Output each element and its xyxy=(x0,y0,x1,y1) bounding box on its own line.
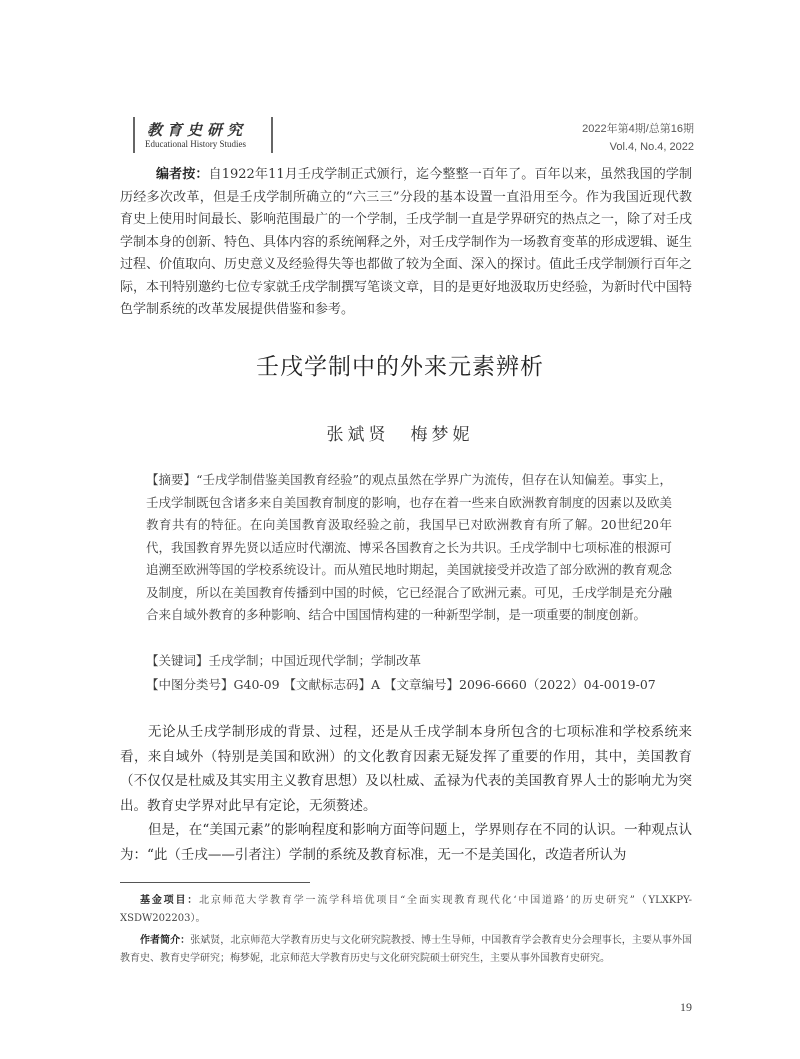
body-paragraph-2: 但是，在“美国元素”的影响程度和影响方面等问题上，学界则存在不同的认识。一种观点认为：“此（壬戌——引者注）学制的系统及教育标准，无一不是美国化，改造者所认为 xyxy=(120,822,692,863)
journal-name-en: Educational History Studies xyxy=(145,139,246,149)
footnote-rule xyxy=(120,882,310,883)
issue-line-en: Vol.4, No.4, 2022 xyxy=(609,141,694,153)
editor-note xyxy=(120,164,692,322)
footnotes xyxy=(120,892,692,972)
editor-note-label: 编者按： xyxy=(156,167,209,182)
classification-line: 【中图分类号】G40-09 【文献标志码】A 【文章编号】2096-6660（2022）04-0019-07 xyxy=(146,677,656,692)
article-authors: 张斌贤 梅梦妮 xyxy=(326,425,474,445)
logo-right-bar xyxy=(271,117,273,153)
footnote-authors xyxy=(120,932,692,967)
logo-left-bar xyxy=(133,117,135,153)
editor-note-text: 自1922年11月壬戌学制正式颁行，迄今整整一百年了。百年以来，虽然我国的学制历经多次改革，但是壬戌学制所确立的“六三三”分段的基本设置一直沿用至今。作为我国近现代教育史上使用时间最长、影响范围最广的一个学制，壬戌学制一直是学界研究的热点之一，除了对壬戌学制本身的创新、特色、具体内容的系统阐释之外，对壬戌学制作为一场教育变革的形成逻辑、诞生过程、价值取向、历史意义及经验得失等也都做了较为全面、深入的探讨。值此壬戌学制颁行百年之际，本刊特别邀约七位专家就壬戌学制撰写笔谈文章，目的是更好地汲取历史经验，为新时代中国特色学制系统的改革发展提供借鉴和参考。 xyxy=(120,167,693,317)
author-bio-label: 作者简介： xyxy=(140,935,191,946)
fund-label: 基金项目： xyxy=(140,895,200,906)
journal-logo xyxy=(133,117,263,153)
issue-info xyxy=(582,120,694,156)
keywords: 【关键词】壬戌学制；中国近现代学制；学制改革 xyxy=(146,653,422,668)
fund-text: 北京师范大学教育学一流学科培优项目“全面实现教育现代化‘中国道路’的历史研究”（YLXKPY-XSDW202203）。 xyxy=(120,895,692,924)
abstract: 【摘要】“壬戌学制借鉴美国教育经验”的观点虽然在学界广为流传，但存在认知偏差。事实上，壬戌学制既包含诸多来自美国教育制度的影响，也存在着一些来自欧洲教育制度的因素以及欧美教育共有的特征。在向美国教育汲取经验之前，我国早已对欧洲教育有所了解。20世纪20年代，我国教育界先贤以适应时代潮流、博采各国教育之长为共识。壬戌学制中七项标准的根源可追溯至欧洲等国的学校系统设计。而从殖民地时期起，美国就接受并改造了部分欧洲的教育观念及制度，所以在美国教育传播到中国的时候，它已经混合了欧洲元素。可见，壬戌学制是充分融合来自域外教育的多种影响、结合中国国情构建的一种新型学制，是一项重要的制度创新。 xyxy=(146,472,672,622)
page-number: 19 xyxy=(680,1000,692,1014)
author-bio-text: 张斌贤，北京师范大学教育历史与文化研究院教授、博士生导师，中国教育学会教育史分会理事长，主要从事外国教育史、教育史学研究；梅梦妮，北京师范大学教育历史与文化研究院硕士研究生，主要从事外国教育史研究。 xyxy=(120,935,693,964)
article-body xyxy=(120,720,692,867)
footnote-fund xyxy=(120,892,692,927)
issue-line-cn: 2022年第4期/总第16期 xyxy=(582,123,694,135)
body-paragraph-1: 无论从壬戌学制形成的背景、过程，还是从壬戌学制本身所包含的七项标准和学校系统来看，来自域外（特别是美国和欧洲）的文化教育因素无疑发挥了重要的作用，其中，美国教育（不仅仅是杜威及其实用主义教育思想）及以杜威、孟禄为代表的美国教育界人士的影响尤为突出。教育史学界对此早有定论，无须赘述。 xyxy=(120,724,692,814)
article-title: 壬戌学制中的外来元素辨析 xyxy=(256,354,544,380)
journal-name-cn: 教育史研究 xyxy=(147,121,248,139)
